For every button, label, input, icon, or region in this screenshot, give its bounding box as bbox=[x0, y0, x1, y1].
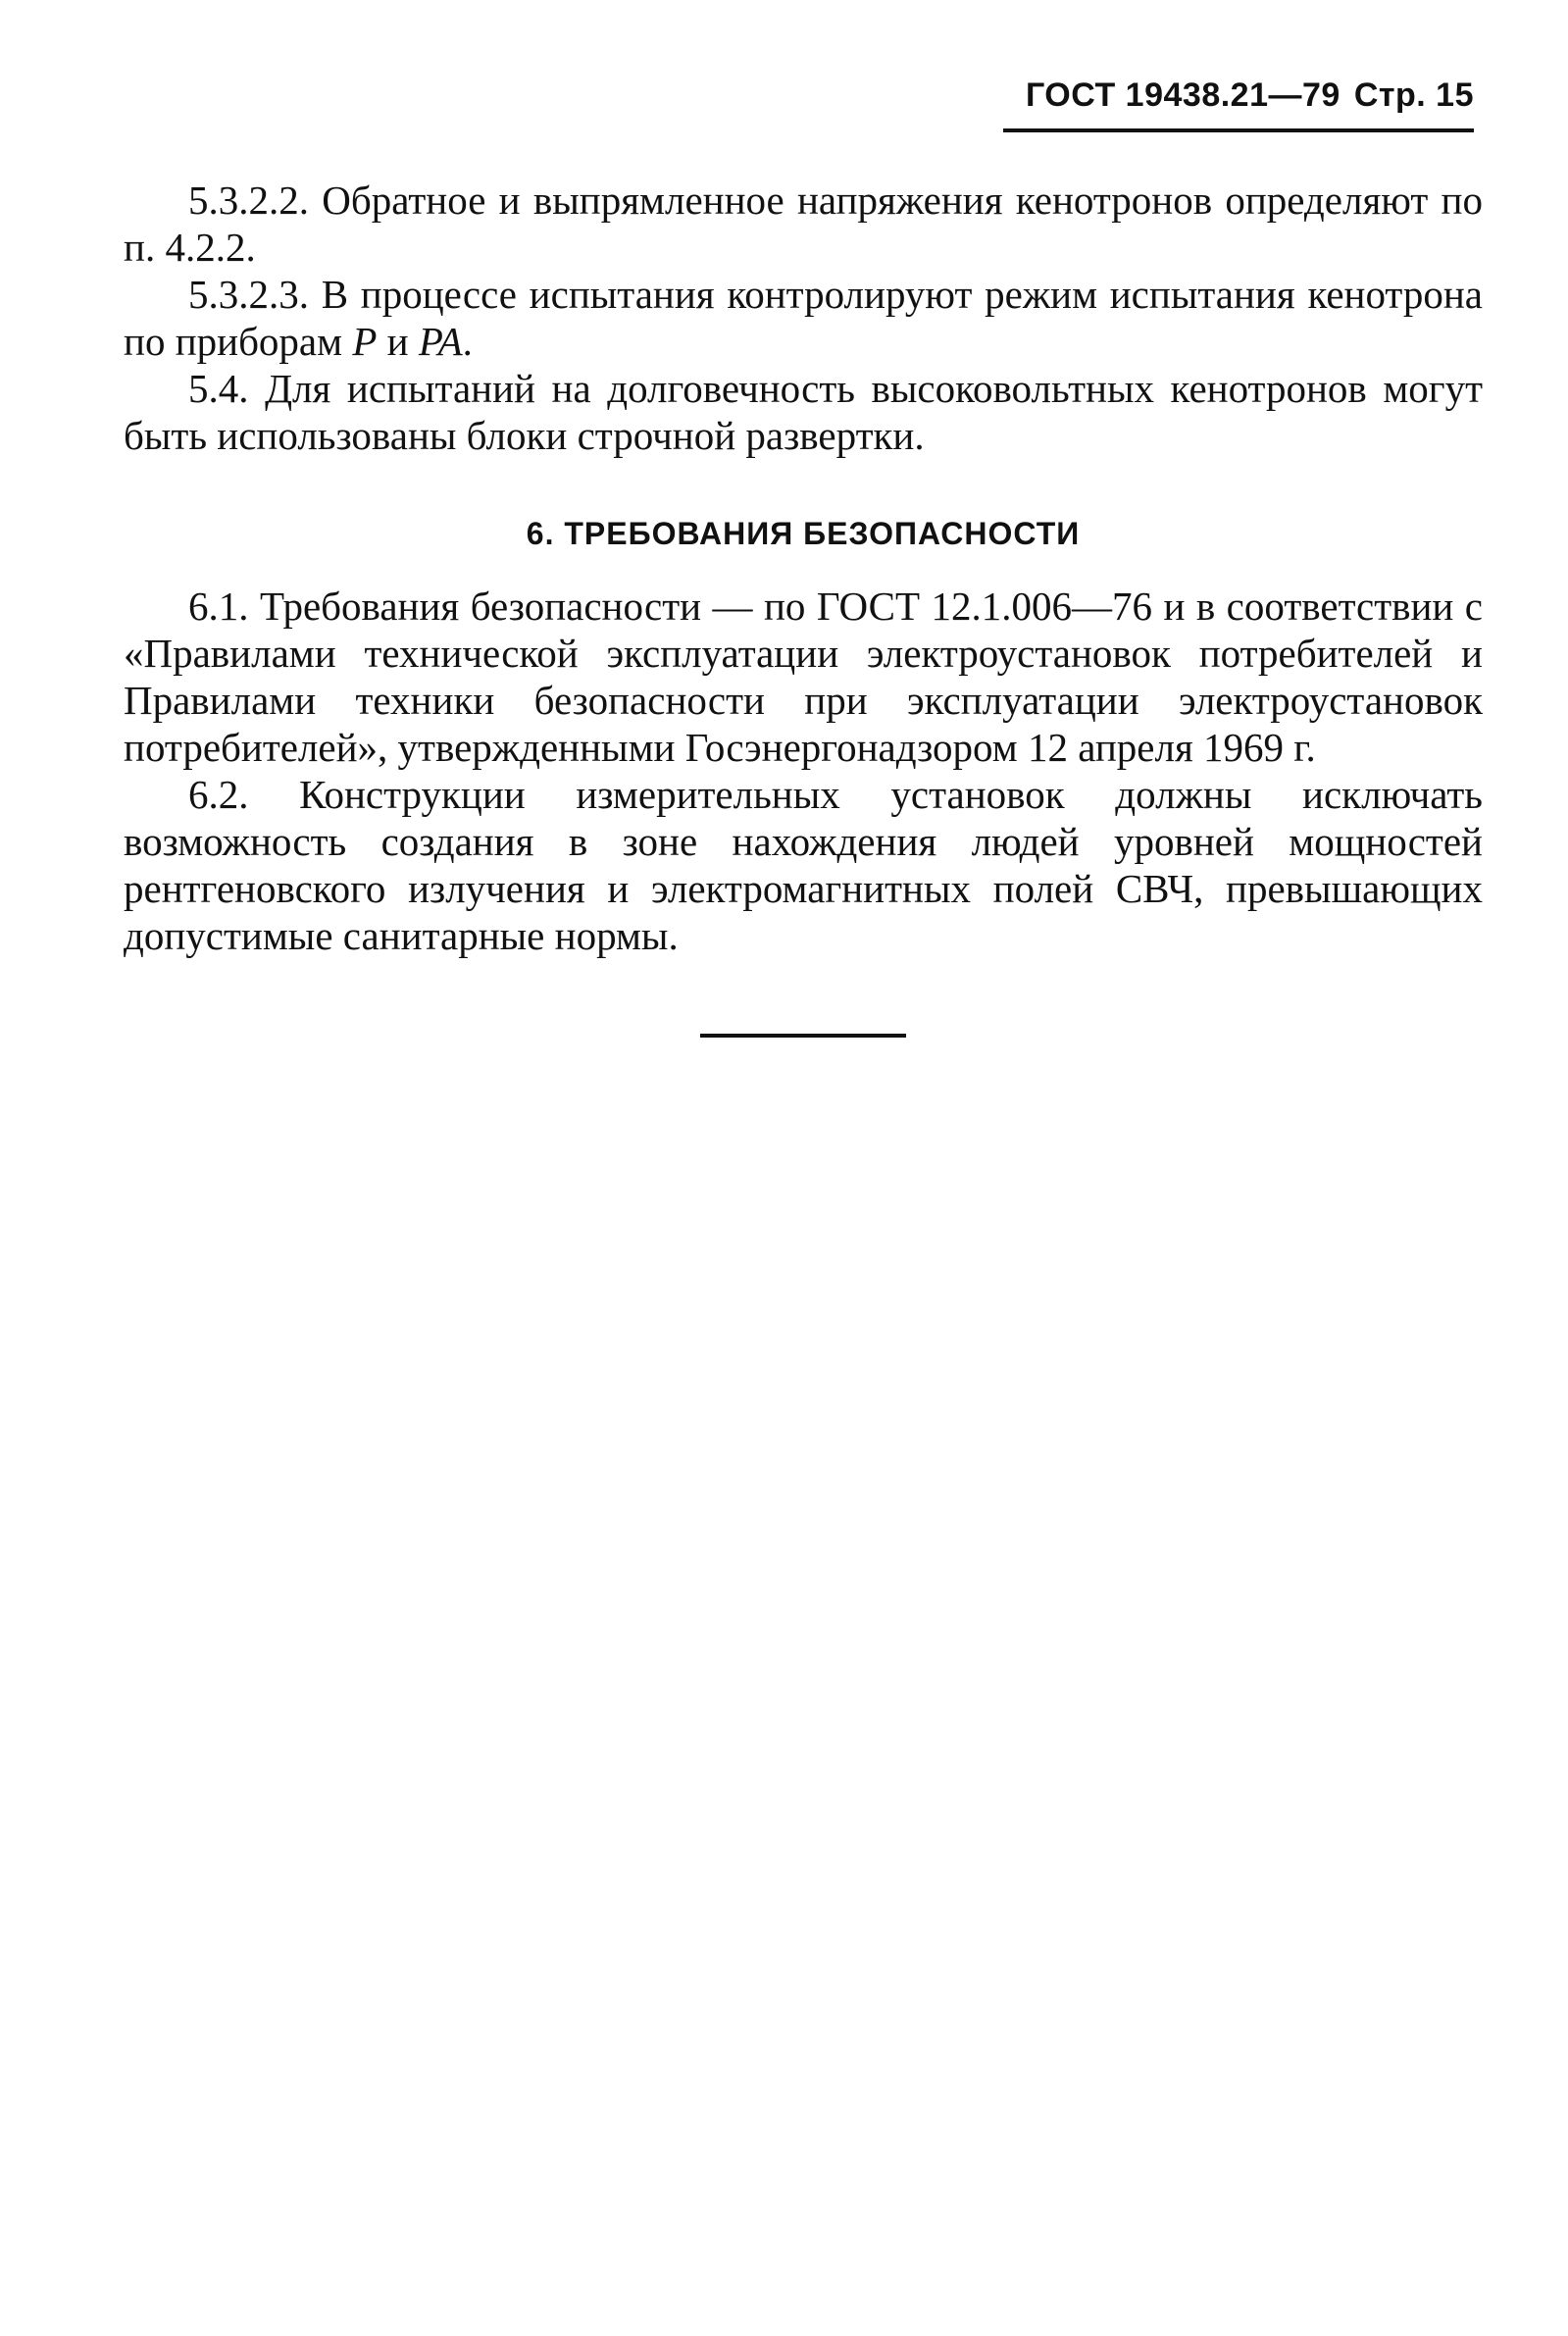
clause-number: 6.1. bbox=[188, 584, 249, 629]
clause-5-4 bbox=[124, 365, 1483, 459]
clause-end: . bbox=[462, 319, 473, 364]
clause-text: Конструкции измерительных установок должны исключать возможность создания в зоне нахождения людей уровней мощностей рентгеновского излучения и электромагнитных полей СВЧ, превышающих допустимые санитарные нормы. bbox=[124, 772, 1484, 958]
clause-number: 6.2. bbox=[188, 772, 249, 817]
clause-6-1 bbox=[124, 583, 1483, 771]
clause-text: Обратное и выпрямленное напряжения кенотронов определяют по п. 4.2.2. bbox=[124, 178, 1483, 270]
standard-number: ГОСТ 19438.21—79 bbox=[1025, 76, 1340, 114]
page-number: Стр. 15 bbox=[1353, 76, 1474, 114]
instrument-symbol-p: P bbox=[352, 319, 378, 364]
clause-6-2 bbox=[124, 771, 1483, 959]
clause-text: Для испытаний на долговечность высоковольтных кенотронов могут быть использованы блоки строчной развертки. bbox=[124, 366, 1484, 458]
clause-number: 5.3.2.2. bbox=[188, 178, 309, 223]
clause-number: 5.3.2.3. bbox=[188, 272, 309, 317]
page-header bbox=[1003, 76, 1474, 132]
instrument-symbol-pa: PA bbox=[418, 319, 463, 364]
conjunction: и bbox=[386, 319, 409, 364]
clause-5-3-2-3 bbox=[124, 271, 1483, 365]
clause-5-3-2-2 bbox=[124, 177, 1483, 271]
clause-text: Требования безопасности — по ГОСТ 12.1.006—76 и в соответствии с «Правилами технической эксплуатации электроустановок потребителей и Правилами техники безопасности при эксплуатации электроустановок потребителей», утвержденными Госэнергонадзором 12 апреля 1969 г. bbox=[124, 584, 1484, 770]
section-6-title: 6. ТРЕБОВАНИЯ БЕЗОПАСНОСТИ bbox=[526, 516, 1081, 551]
document-body bbox=[124, 177, 1483, 1038]
clause-number: 5.4. bbox=[188, 366, 249, 411]
clause-text: В процессе испытания контролируют режим испытания кенотрона по приборам bbox=[124, 272, 1483, 364]
end-divider bbox=[700, 1034, 906, 1038]
